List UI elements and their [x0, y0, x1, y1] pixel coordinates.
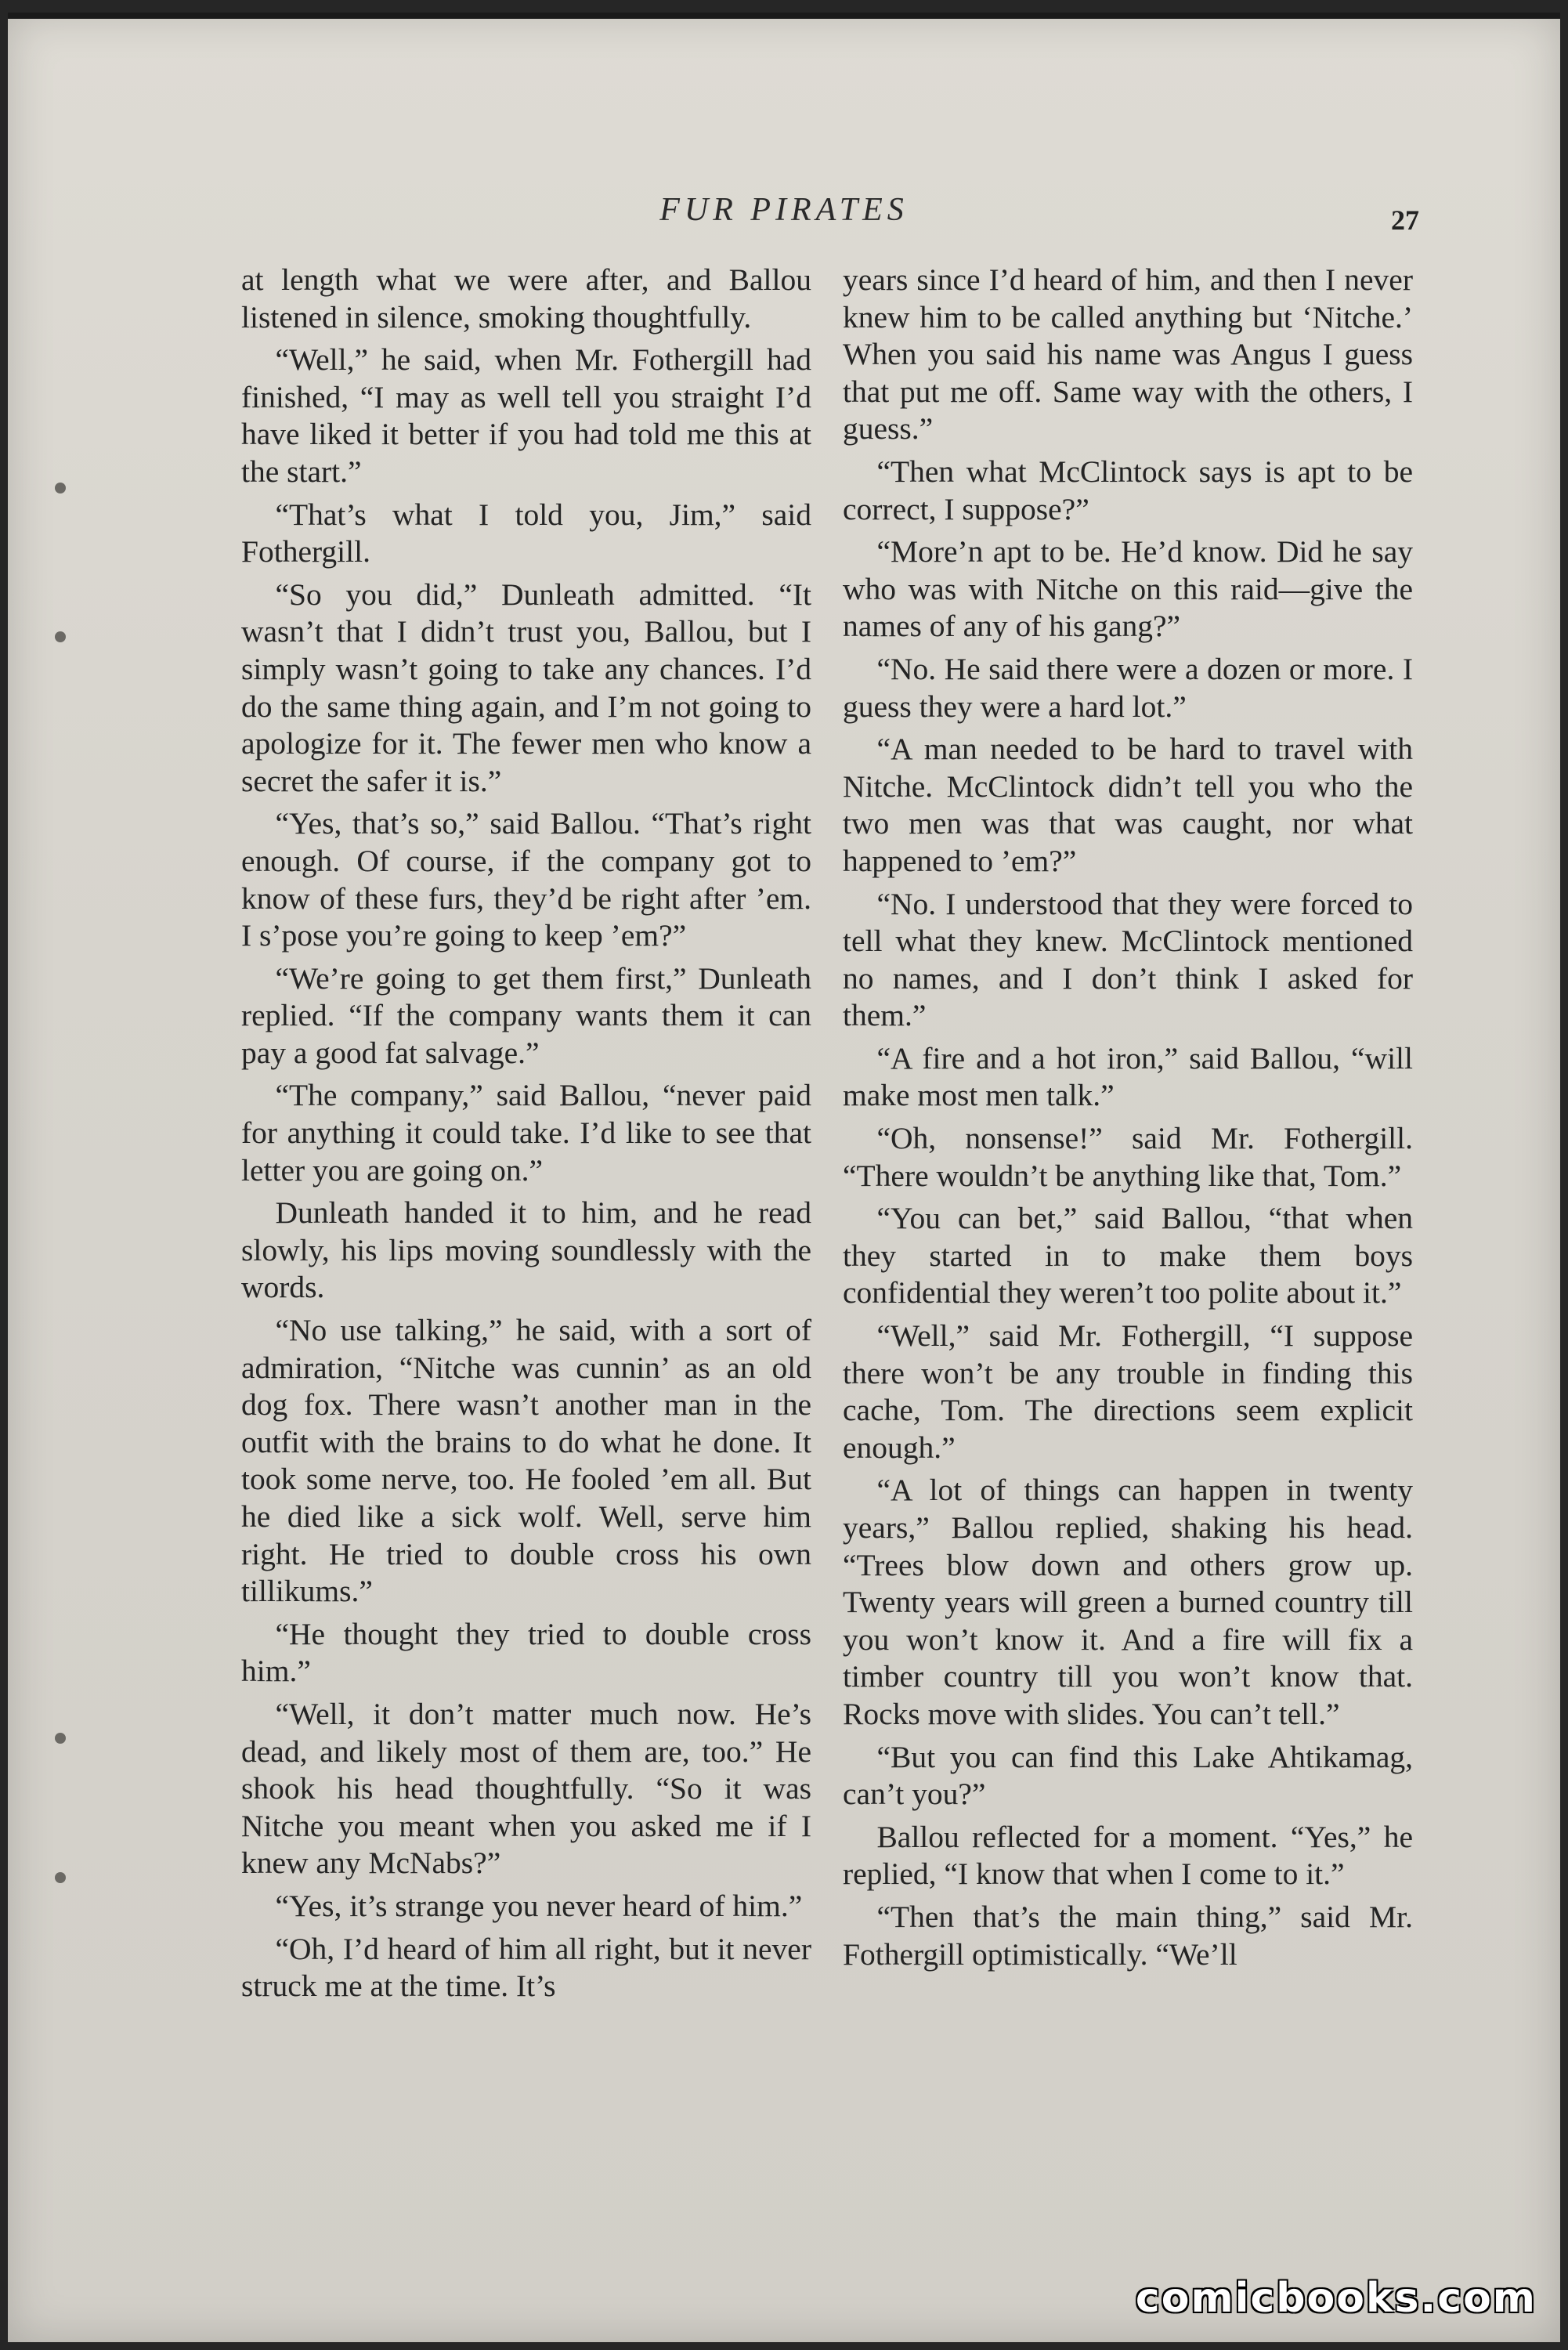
- paragraph: “The company,” said Ballou, “never paid for anything it could take. I’d like to see that letter you are going on.”: [241, 1078, 811, 1188]
- paragraph: “A fire and a hot iron,” said Ballou, “will make most men talk.”: [843, 1040, 1413, 1113]
- paragraph: “Then what McClintock says is apt to be correct, I suppose?”: [843, 454, 1413, 526]
- paragraph: “Then that’s the main thing,” said Mr. Fothergill optimistically. “We’ll: [843, 1899, 1413, 1972]
- paragraph: Dunleath handed it to him, and he read slowly, his lips moving soundlessly with the words.: [241, 1195, 811, 1305]
- left-text-column: [241, 262, 811, 2005]
- right-text-column: [843, 262, 1413, 1973]
- top-edge-rule: [8, 13, 1560, 19]
- site-watermark: comicbooks.com: [1135, 2275, 1537, 2322]
- paragraph: “A man needed to be hard to travel with Nitche. McClintock didn’t tell you who the two men was that was caught, nor what happened to ’em?”: [843, 732, 1413, 878]
- punch-hole-mark: [55, 631, 66, 642]
- paragraph: “That’s what I told you, Jim,” said Fothergill.: [241, 497, 811, 569]
- punch-hole-mark: [55, 1872, 66, 1883]
- paragraph: years since I’d heard of him, and then I never knew him to be called anything but ‘Nitche.’ When you said his name was Angus I guess that put me off. Same way with the others, I guess.”: [843, 262, 1413, 446]
- paragraph: “We’re going to get them first,” Dunleath replied. “If the company wants them it can pay a good fat salvage.”: [241, 960, 811, 1070]
- paragraph: “You can bet,” said Ballou, “that when they started in to make them boys confidential they weren’t too polite about it.”: [843, 1201, 1413, 1311]
- paragraph: “Well,” said Mr. Fothergill, “I suppose there won’t be any trouble in finding this cache, Tom. The directions seem explicit enough.”: [843, 1318, 1413, 1465]
- paragraph: at length what we were after, and Ballou listened in silence, smoking thoughtfully.: [241, 262, 811, 334]
- paragraph: “But you can find this Lake Ahtikamag, can’t you?”: [843, 1739, 1413, 1812]
- running-title: FUR PIRATES: [659, 192, 909, 228]
- page-number: 27: [1391, 204, 1419, 236]
- paragraph: “Yes, it’s strange you never heard of him.”: [275, 1888, 803, 1923]
- paragraph: “Well,” he said, when Mr. Fothergill had finished, “I may as well tell you straight I’d have liked it better if you had told me this at the start.”: [241, 342, 811, 489]
- paragraph: “More’n apt to be. He’d know. Did he say who was with Nitche on this raid—give the names of any of his gang?”: [843, 534, 1413, 644]
- paragraph: “He thought they tried to double cross him.”: [241, 1616, 811, 1689]
- paragraph: “A lot of things can happen in twenty years,” Ballou replied, shaking his head. “Trees blow down and others grow up. Twenty years will green a burned country till you won’t know it. And a fire will fix a timber country till you won’t know that. Rocks move with slides. You can’t tell.”: [843, 1473, 1413, 1731]
- paragraph: “No. I understood that they were forced to tell what they knew. McClintock mentioned no names, and I don’t think I asked for them.”: [843, 886, 1413, 1033]
- paragraph: “No use talking,” he said, with a sort of admiration, “Nitche was cunnin’ as an old dog fox. There wasn’t another man in the outfit with the brains to do what he done. It took some nerve, too. He fooled ’em all. But he died like a sick wolf. Well, serve him right. He tried to double cross his own tillikums.”: [241, 1313, 811, 1609]
- paragraph: “Oh, I’d heard of him all right, but it never struck me at the time. It’s: [241, 1931, 811, 2004]
- paragraph: Ballou reflected for a moment. “Yes,” he replied, “I know that when I come to it.”: [843, 1819, 1413, 1892]
- book-page: [8, 13, 1560, 2342]
- punch-hole-mark: [55, 1733, 66, 1744]
- paragraph: “So you did,” Dunleath admitted. “It wasn’t that I didn’t trust you, Ballou, but I simply wasn’t going to take any chances. I’d do the same thing again, and I’m not going to apologize for it. The fewer men who know a secret the safer it is.”: [241, 577, 811, 798]
- paragraph: “Oh, nonsense!” said Mr. Fothergill. “There wouldn’t be anything like that, Tom.”: [843, 1121, 1413, 1193]
- punch-hole-mark: [55, 483, 66, 494]
- paragraph: “Well, it don’t matter much now. He’s dead, and likely most of them are, too.” He shook his head thoughtfully. “So it was Nitche you meant when you asked me if I knew any McNabs?”: [241, 1696, 811, 1881]
- paragraph: “Yes, that’s so,” said Ballou. “That’s right enough. Of course, if the company got to know of these furs, they’d be right after ’em. I s’pose you’re going to keep ’em?”: [241, 806, 811, 953]
- paragraph: “No. He said there were a dozen or more. I guess they were a hard lot.”: [843, 651, 1413, 724]
